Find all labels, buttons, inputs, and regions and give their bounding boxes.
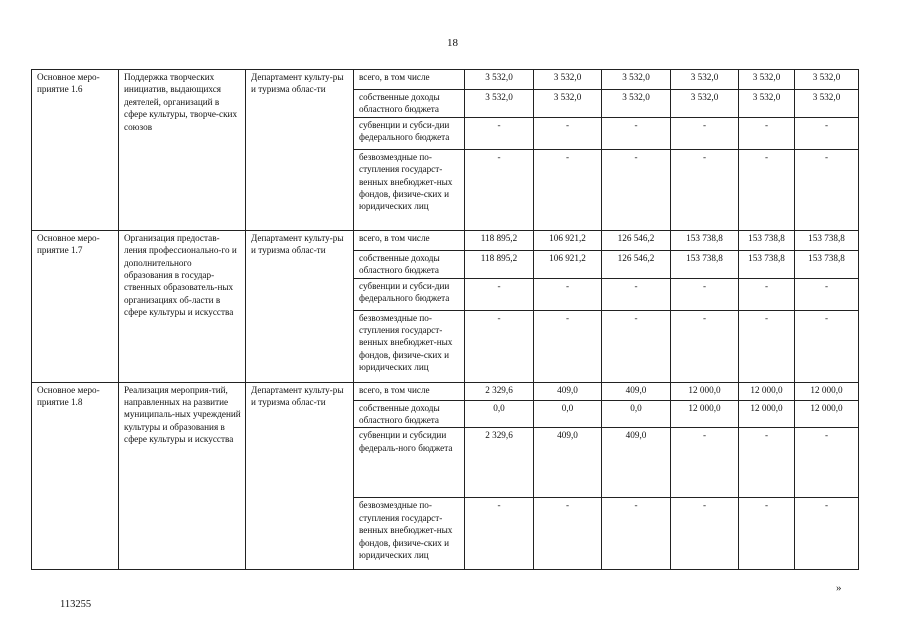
value-cell: - bbox=[671, 498, 739, 570]
value-cell: 2 329,6 bbox=[465, 428, 534, 498]
value-cell: 126 546,2 bbox=[602, 230, 671, 250]
value-cell: 126 546,2 bbox=[602, 250, 671, 278]
value-cell: - bbox=[671, 310, 739, 382]
funding-source-cell: субвенции и субсидии федераль-ного бюджета bbox=[354, 428, 465, 498]
value-cell: 3 532,0 bbox=[739, 70, 795, 90]
funding-source-cell: всего, в том числе bbox=[354, 230, 465, 250]
value-cell: 106 921,2 bbox=[534, 250, 602, 278]
value-cell: - bbox=[534, 310, 602, 382]
footer-document-code: 113255 bbox=[60, 599, 92, 610]
value-cell: 3 532,0 bbox=[534, 90, 602, 118]
value-cell: 3 532,0 bbox=[671, 70, 739, 90]
value-cell: 0,0 bbox=[602, 400, 671, 428]
value-cell: - bbox=[671, 278, 739, 310]
value-cell: 3 532,0 bbox=[465, 70, 534, 90]
description-cell: Организация предостав-ления профессионально-го и дополнительного образования в государ-ственных образователь-ных организациях об-ласти в сфере культуры и искусства bbox=[119, 230, 246, 382]
value-cell: 2 329,6 bbox=[465, 382, 534, 400]
executor-cell: Департамент культу-ры и туризма облас-ти bbox=[246, 70, 354, 231]
value-cell: - bbox=[795, 498, 859, 570]
value-cell: 3 532,0 bbox=[534, 70, 602, 90]
value-cell: - bbox=[739, 117, 795, 149]
value-cell: 409,0 bbox=[602, 382, 671, 400]
value-cell: - bbox=[795, 428, 859, 498]
value-cell: - bbox=[534, 149, 602, 230]
value-cell: 12 000,0 bbox=[671, 400, 739, 428]
table-body bbox=[32, 70, 859, 570]
value-cell: - bbox=[534, 278, 602, 310]
value-cell: 12 000,0 bbox=[795, 400, 859, 428]
value-cell: 3 532,0 bbox=[602, 90, 671, 118]
funding-source-cell: субвенции и субси-дии федерального бюджета bbox=[354, 117, 465, 149]
funding-source-cell: всего, в том числе bbox=[354, 70, 465, 90]
description-cell: Реализация мероприя-тий, направленных на развитие муниципаль-ных учреждений культуры и образования в сфере культуры и искусства bbox=[119, 382, 246, 570]
value-cell: 409,0 bbox=[602, 428, 671, 498]
description-cell: Поддержка творческих инициатив, выдающихся деятелей, организаций в сфере культуры, творче-ских союзов bbox=[119, 70, 246, 231]
value-cell: - bbox=[534, 498, 602, 570]
value-cell: 3 532,0 bbox=[795, 70, 859, 90]
value-cell: - bbox=[534, 117, 602, 149]
value-cell: 153 738,8 bbox=[795, 250, 859, 278]
value-cell: 153 738,8 bbox=[739, 230, 795, 250]
value-cell: - bbox=[795, 117, 859, 149]
value-cell: - bbox=[739, 310, 795, 382]
value-cell: 12 000,0 bbox=[671, 382, 739, 400]
value-cell: 3 532,0 bbox=[739, 90, 795, 118]
funding-source-cell: безвозмездные по-ступления государст-венных внебюджет-ных фондов, физиче-ских и юридических лиц bbox=[354, 149, 465, 230]
measure-cell: Основное меро- приятие 1.6 bbox=[32, 70, 119, 231]
value-cell: - bbox=[795, 278, 859, 310]
value-cell: 3 532,0 bbox=[465, 90, 534, 118]
executor-cell: Департамент культу-ры и туризма облас-ти bbox=[246, 230, 354, 382]
value-cell: - bbox=[465, 498, 534, 570]
value-cell: 153 738,8 bbox=[739, 250, 795, 278]
value-cell: - bbox=[739, 149, 795, 230]
budget-table bbox=[31, 69, 859, 570]
value-cell: 153 738,8 bbox=[795, 230, 859, 250]
funding-source-cell: безвозмездные по-ступления государст-венных внебюджет-ных фондов, физиче-ских и юридических лиц bbox=[354, 498, 465, 570]
value-cell: 3 532,0 bbox=[671, 90, 739, 118]
value-cell: - bbox=[465, 278, 534, 310]
value-cell: - bbox=[602, 498, 671, 570]
value-cell: - bbox=[465, 117, 534, 149]
value-cell: - bbox=[795, 310, 859, 382]
value-cell: 118 895,2 bbox=[465, 230, 534, 250]
measure-cell: Основное меро- приятие 1.7 bbox=[32, 230, 119, 382]
value-cell: - bbox=[602, 278, 671, 310]
value-cell: 12 000,0 bbox=[739, 382, 795, 400]
value-cell: - bbox=[739, 498, 795, 570]
value-cell: 153 738,8 bbox=[671, 230, 739, 250]
value-cell: 12 000,0 bbox=[739, 400, 795, 428]
value-cell: - bbox=[671, 428, 739, 498]
value-cell: 3 532,0 bbox=[795, 90, 859, 118]
value-cell: - bbox=[602, 310, 671, 382]
value-cell: - bbox=[671, 117, 739, 149]
value-cell: 118 895,2 bbox=[465, 250, 534, 278]
value-cell: 0,0 bbox=[534, 400, 602, 428]
value-cell: 106 921,2 bbox=[534, 230, 602, 250]
funding-source-cell: субвенции и субси-дии федерального бюджета bbox=[354, 278, 465, 310]
measure-cell: Основное меро- приятие 1.8 bbox=[32, 382, 119, 570]
page-number: 18 bbox=[447, 37, 458, 49]
value-cell: - bbox=[795, 149, 859, 230]
value-cell: 409,0 bbox=[534, 382, 602, 400]
value-cell: - bbox=[602, 117, 671, 149]
value-cell: - bbox=[465, 149, 534, 230]
executor-cell: Департамент культу-ры и туризма облас-ти bbox=[246, 382, 354, 570]
funding-source-cell: собственные доходы областного бюджета bbox=[354, 90, 465, 118]
funding-source-cell: собственные доходы областного бюджета bbox=[354, 250, 465, 278]
table-row bbox=[32, 230, 859, 250]
value-cell: 0,0 bbox=[465, 400, 534, 428]
funding-source-cell: собственные доходы областного бюджета bbox=[354, 400, 465, 428]
table-row bbox=[32, 382, 859, 400]
value-cell: - bbox=[671, 149, 739, 230]
value-cell: - bbox=[739, 428, 795, 498]
value-cell: 3 532,0 bbox=[602, 70, 671, 90]
funding-source-cell: всего, в том числе bbox=[354, 382, 465, 400]
value-cell: 409,0 bbox=[534, 428, 602, 498]
value-cell: - bbox=[602, 149, 671, 230]
value-cell: 12 000,0 bbox=[795, 382, 859, 400]
closing-quote-mark: » bbox=[836, 582, 842, 594]
value-cell: - bbox=[739, 278, 795, 310]
funding-source-cell: безвозмездные по-ступления государст-венных внебюджет-ных фондов, физиче-ских и юридических лиц bbox=[354, 310, 465, 382]
value-cell: - bbox=[465, 310, 534, 382]
table-row bbox=[32, 70, 859, 90]
value-cell: 153 738,8 bbox=[671, 250, 739, 278]
